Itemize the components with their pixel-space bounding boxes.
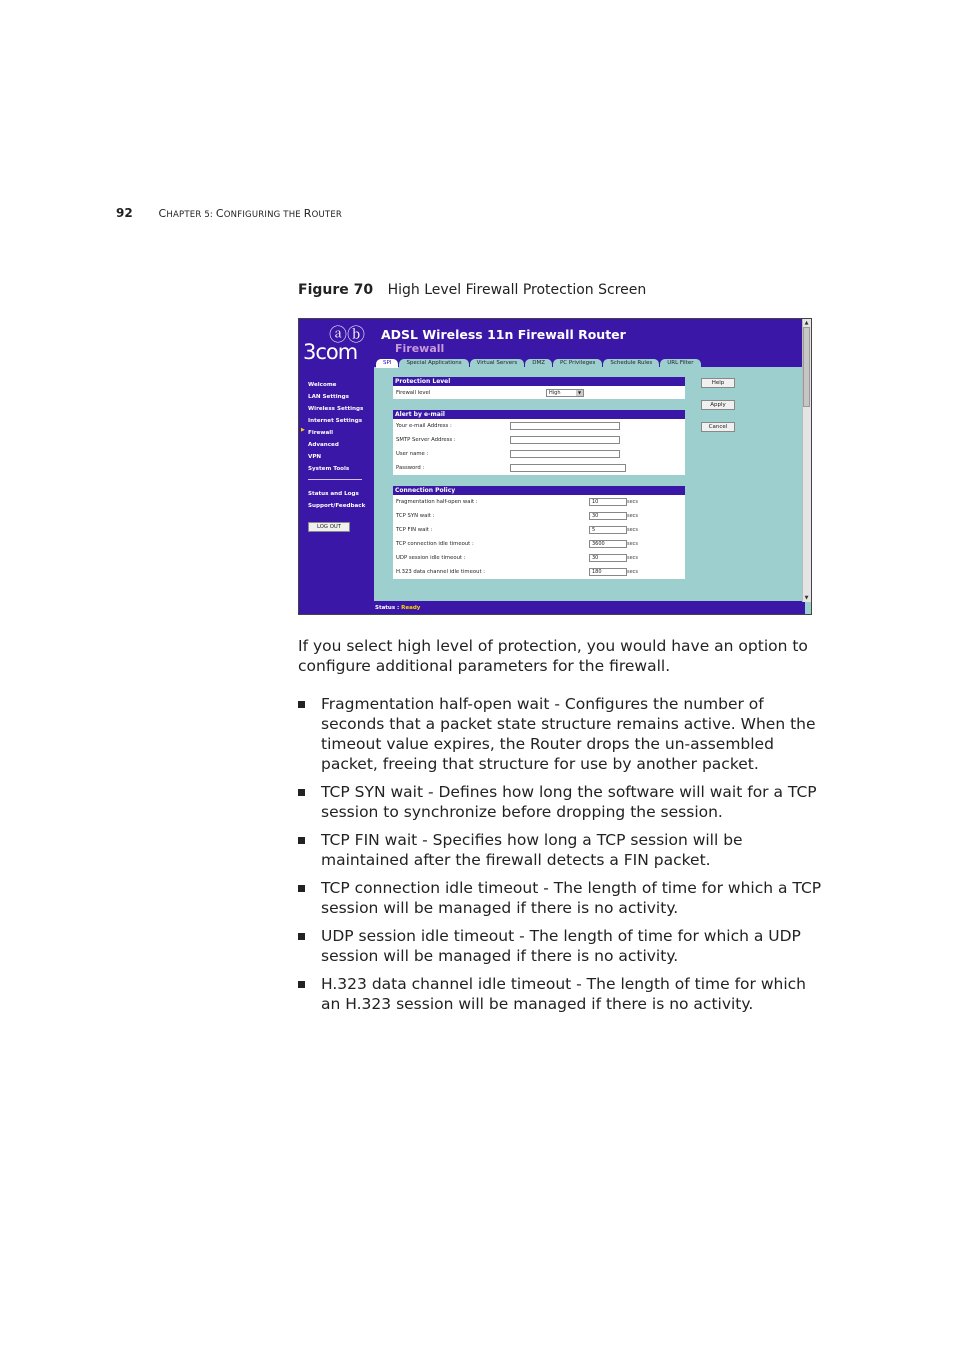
- logo-mark-icon: ⓐⓑ: [329, 325, 365, 346]
- policy-row-tcp-idle: TCP connection idle timeout : 3600 secs: [396, 541, 639, 547]
- connection-policy-header: Connection Policy: [393, 486, 685, 495]
- figure-caption: [298, 282, 646, 298]
- fragmentation-wait-input[interactable]: 10: [589, 498, 627, 506]
- help-button[interactable]: Help: [701, 378, 735, 388]
- sidebar-divider: [308, 479, 362, 480]
- firewall-level-select[interactable]: High ▼: [546, 389, 584, 397]
- list-item: H.323 data channel idle timeout - The length of time for which an H.323 session will be managed if there is no activity.: [298, 974, 828, 1014]
- password-input[interactable]: [510, 464, 626, 472]
- bullet-icon: [298, 837, 305, 844]
- sidebar-item-lan-settings[interactable]: LAN Settings: [308, 394, 349, 400]
- tab-dmz[interactable]: DMZ: [525, 359, 552, 368]
- list-item: Fragmentation half-open wait - Configures the number of seconds that a packet state structure remains active. When the timeout value expires, the Router drops the un-assembled packet, freeing that structure for use by another packet.: [298, 694, 828, 774]
- alert-email-header: Alert by e-mail: [393, 410, 685, 419]
- tab-virtual-servers[interactable]: Virtual Servers: [470, 359, 525, 368]
- policy-row-tcp-fin: TCP FIN wait : 5 secs: [396, 527, 639, 533]
- firewall-level-label: Firewall level: [396, 390, 431, 396]
- scrollbar-thumb[interactable]: [803, 327, 810, 407]
- logout-button[interactable]: LOG OUT: [308, 522, 350, 532]
- h323-idle-timeout-input[interactable]: 180: [589, 568, 627, 576]
- protection-level-header: Protection Level: [393, 377, 685, 386]
- tab-special-applications[interactable]: Special Applications: [399, 359, 468, 368]
- sidebar-item-firewall[interactable]: Firewall: [308, 430, 334, 436]
- policy-row-fragmentation: Fragmentation half-open wait : 10 secs: [396, 499, 639, 505]
- cancel-button[interactable]: Cancel: [701, 422, 735, 432]
- firewall-level-row: [393, 386, 685, 399]
- figure-title: High Level Firewall Protection Screen: [387, 282, 647, 298]
- policy-row-tcp-syn: TCP SYN wait : 30 secs: [396, 513, 639, 519]
- status-label: Status :: [375, 605, 402, 611]
- list-item: UDP session idle timeout - The length of time for which a UDP session will be managed if there is no activity.: [298, 926, 828, 966]
- sidebar-item-status-logs[interactable]: Status and Logs: [308, 491, 359, 497]
- policy-row-h323: H.323 data channel idle timeout : 180 secs: [396, 569, 639, 575]
- sidebar-item-advanced[interactable]: Advanced: [308, 442, 339, 448]
- list-item: TCP FIN wait - Specifies how long a TCP session will be maintained after the firewall detects a FIN packet.: [298, 830, 828, 870]
- sidebar-item-vpn[interactable]: VPN: [308, 454, 322, 460]
- current-item-arrow-icon: ▶: [301, 427, 305, 433]
- sidebar-item-welcome[interactable]: Welcome: [308, 382, 337, 388]
- page-number: 92: [116, 206, 133, 220]
- apply-button[interactable]: Apply: [701, 400, 735, 410]
- scroll-down-icon[interactable]: ▼: [804, 595, 809, 601]
- sidebar-item-wireless-settings[interactable]: Wireless Settings: [308, 406, 364, 412]
- tab-schedule-rules[interactable]: Schedule Rules: [603, 359, 659, 368]
- page-header: [116, 206, 342, 220]
- smtp-server-input[interactable]: [510, 436, 620, 444]
- list-item: TCP SYN wait - Defines how long the software will wait for a TCP session to synchronize before dropping the session.: [298, 782, 828, 822]
- vertical-scrollbar[interactable]: [802, 319, 811, 602]
- parameter-list: [298, 694, 828, 1022]
- tcp-idle-timeout-input[interactable]: 3600: [589, 540, 627, 548]
- brand-logo: 3com: [303, 340, 358, 364]
- bullet-icon: [298, 885, 305, 892]
- udp-idle-timeout-input[interactable]: 30: [589, 554, 627, 562]
- tcp-syn-wait-input[interactable]: 30: [589, 512, 627, 520]
- smtp-server-row: SMTP Server Address :: [393, 433, 685, 447]
- chapter-title: CHAPTER 5: CONFIGURING THE ROUTER: [158, 207, 343, 220]
- scroll-up-icon[interactable]: ▲: [804, 320, 809, 326]
- product-title: ADSL Wireless 11n Firewall Router: [381, 327, 626, 342]
- tab-pc-privileges[interactable]: PC Privileges: [553, 359, 602, 368]
- intro-paragraph: If you select high level of protection, you would have an option to configure additional parameters for the firewall.: [298, 637, 808, 675]
- section-title: Firewall: [395, 342, 445, 355]
- email-address-input[interactable]: [510, 422, 620, 430]
- bullet-icon: [298, 701, 305, 708]
- sidebar-item-system-tools[interactable]: System Tools: [308, 466, 350, 472]
- list-item: TCP connection idle timeout - The length of time for which a TCP session will be managed if there is no activity.: [298, 878, 828, 918]
- bullet-icon: [298, 933, 305, 940]
- password-row: Password :: [393, 461, 685, 475]
- left-panel: [299, 319, 374, 615]
- connection-policy-section: [393, 486, 685, 579]
- sidebar-nav: [308, 379, 365, 512]
- sidebar-item-support[interactable]: Support/Feedback: [308, 503, 366, 509]
- main-content: [393, 377, 685, 591]
- sidebar-item-internet-settings[interactable]: Internet Settings: [308, 418, 363, 424]
- tab-spi[interactable]: SPI: [376, 359, 398, 368]
- bullet-icon: [298, 981, 305, 988]
- tcp-fin-wait-input[interactable]: 5: [589, 526, 627, 534]
- protection-level-section: [393, 377, 685, 399]
- policy-row-udp-idle: UDP session idle timeout : 30 secs: [396, 555, 639, 561]
- user-name-input[interactable]: [510, 450, 620, 458]
- tab-url-filter[interactable]: URL Filter: [660, 359, 700, 368]
- chevron-down-icon: ▼: [577, 390, 582, 395]
- user-name-row: User name :: [393, 447, 685, 461]
- status-bar: [374, 601, 805, 615]
- tab-bar: [376, 359, 702, 369]
- bullet-icon: [298, 789, 305, 796]
- alert-email-section: [393, 410, 685, 475]
- figure-label: Figure 70: [298, 282, 374, 298]
- router-screenshot: [298, 318, 812, 615]
- status-value: Ready: [401, 605, 421, 611]
- email-address-row: Your e-mail Address :: [393, 419, 685, 433]
